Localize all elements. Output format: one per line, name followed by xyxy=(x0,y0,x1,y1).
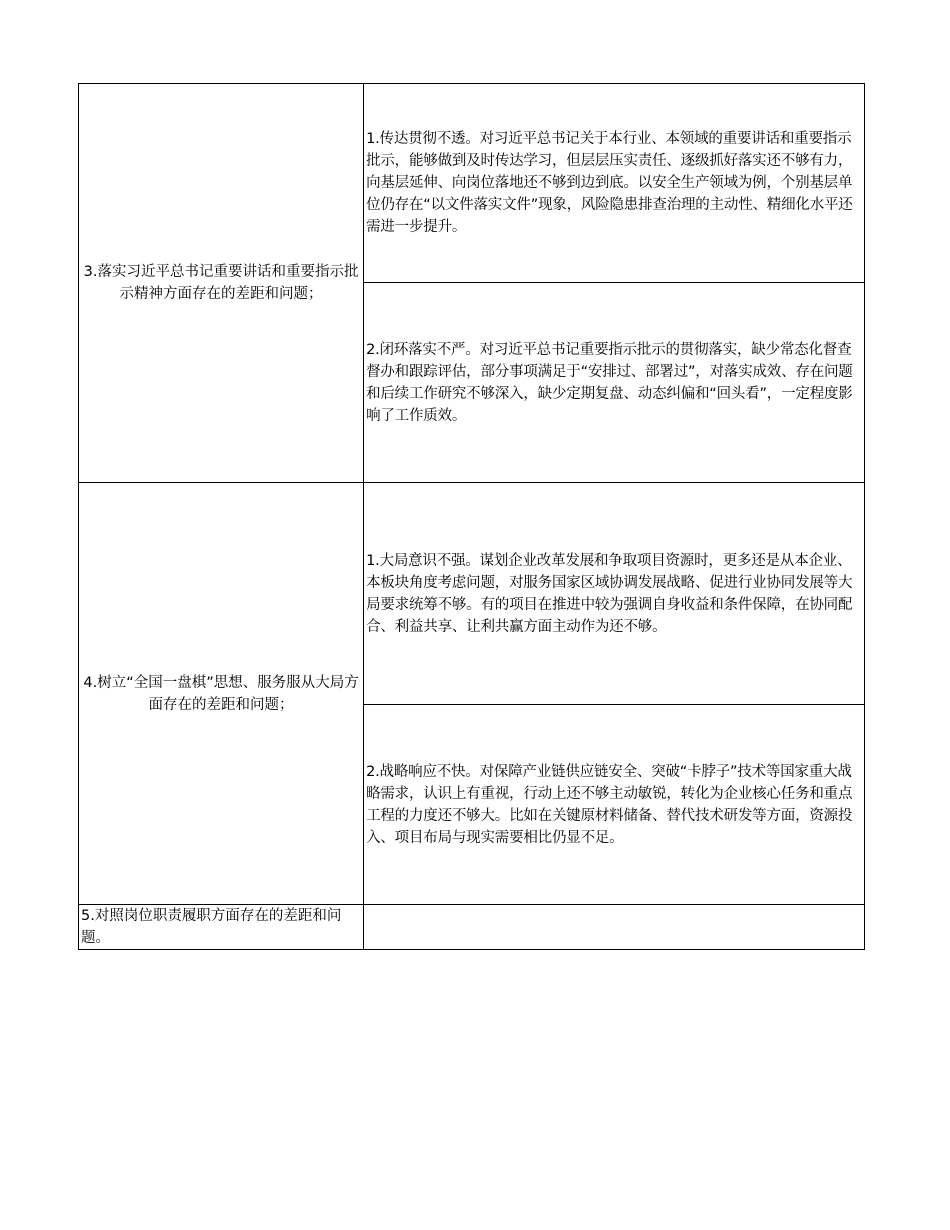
table-row xyxy=(79,84,865,283)
issues-table xyxy=(78,83,865,950)
issue-cell-4-2[interactable]: 2.战略响应不快。对保障产业链供应链安全、突破“卡脖子”技术等国家重大战略需求，认识上有重视，行动上还不够主动敏锐，转化为企业核心任务和重点工程的力度还不够大。比如在关键原材料储备、替代技术研发等方面，资源投入、项目布局与现实需要相比仍显不足。 xyxy=(364,705,865,905)
table-row xyxy=(79,905,865,950)
section-heading-4[interactable]: 4.树立“全国一盘棋”思想、服务服从大局方面存在的差距和问题； xyxy=(79,483,364,905)
issue-cell-3-2[interactable]: 2.闭环落实不严。对习近平总书记重要指示批示的贯彻落实，缺少常态化督查督办和跟踪评估，部分事项满足于“安排过、部署过”，对落实成效、存在问题和后续工作研究不够深入，缺少定期复盘、动态纠偏和“回头看”，一定程度影响了工作质效。 xyxy=(364,283,865,483)
issue-cell-3-1[interactable]: 1.传达贯彻不透。对习近平总书记关于本行业、本领域的重要讲话和重要指示批示，能够做到及时传达学习，但层层压实责任、逐级抓好落实还不够有力，向基层延伸、向岗位落地还不够到边到底。以安全生产领域为例，个别基层单位仍存在“以文件落实文件”现象，风险隐患排查治理的主动性、精细化水平还需进一步提升。 xyxy=(364,84,865,283)
section-heading-5[interactable]: 5.对照岗位职责履职方面存在的差距和问题。 xyxy=(79,905,364,950)
table-row xyxy=(79,483,865,705)
section-heading-3[interactable]: 3.落实习近平总书记重要讲话和重要指示批示精神方面存在的差距和问题； xyxy=(79,84,364,483)
issue-cell-4-1[interactable]: 1.大局意识不强。谋划企业改革发展和争取项目资源时，更多还是从本企业、本板块角度考虑问题，对服务国家区域协调发展战略、促进行业协同发展等大局要求统筹不够。有的项目在推进中较为强调自身收益和条件保障，在协同配合、利益共享、让利共赢方面主动作为还不够。 xyxy=(364,483,865,705)
issue-cell-5-1[interactable] xyxy=(364,905,865,950)
